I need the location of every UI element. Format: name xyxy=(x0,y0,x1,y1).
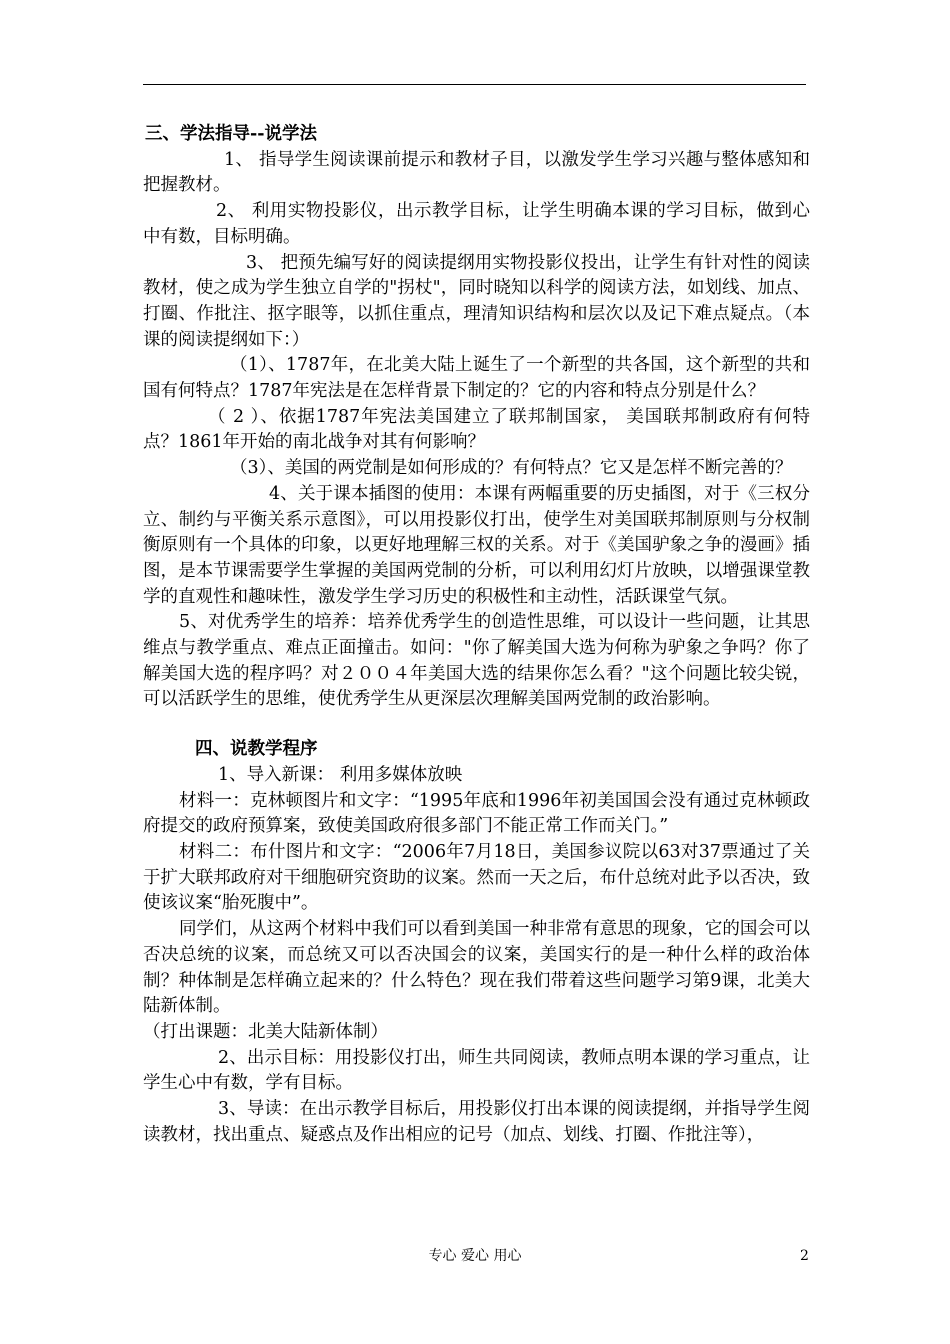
header-rule xyxy=(143,84,806,85)
paragraph: 3、导读：在出示教学目标后，用投影仪打出本课的阅读提纲，并指导学生阅读教材，找出重点、疑惑点及作出相应的记号（加点、划线、打圈、作批注等）， xyxy=(143,1099,810,1145)
paragraph: 材料二：布什图片和文字：“2006年7月18日，美国参议院以63对37票通过了关于扩大联邦政府对干细胞研究资助的议案。然而一天之后，布什总统对此予以否决，致使该议案“胎死腹中”。 xyxy=(143,841,810,914)
page-number: 2 xyxy=(800,1248,809,1264)
paragraph: 5、对优秀学生的培养：培养优秀学生的创造性思维，可以设计一些问题，让其思维点与教学重点、难点正面撞击。如问："你了解美国大选为何称为驴象之争吗？你了解美国大选的程序吗？对２００４年美国大选的结果你怎么看？"这个问题比较尖锐，可以活跃学生的思维，使优秀学生从更深层次理解美国两党制的政治影响。 xyxy=(143,612,810,710)
paragraph: 2、出示目标：用投影仪打出，师生共同阅读，教师点明本课的学习重点，让学生心中有数，学有目标。 xyxy=(143,1047,810,1094)
paragraph: 1、 指导学生阅读课前提示和教材子目，以激发学生学习兴趣与整体感知和把握教材。 xyxy=(143,149,810,196)
paragraph: 2、 利用实物投影仪，出示教学目标，让学生明确本课的学习目标，做到心中有数，目标明确。 xyxy=(143,201,810,247)
section-heading-study-method: 三、学法指导--说学法 xyxy=(145,124,318,144)
paragraph: （打出课题：北美大陆新体制） xyxy=(143,1021,388,1042)
paragraph: 4、关于课本插图的使用：本课有两幅重要的历史插图，对于《三权分立、制约与平衡关系示意图》，可以用投影仪打出，使学生对美国联邦制原则与分权制衡原则有一个具体的印象，以更好地理解三权的关系。对于《美国驴象之争的漫画》插图，是本节课需要学生掌握的美国两党制的分析，可以利用幻灯片放映，以增强课堂教学的直观性和趣味性，激发学生学习历史的积极性和主动性，活跃课堂气氛。 xyxy=(143,483,810,607)
paragraph: 1、导入新课： 利用多媒体放映 xyxy=(218,764,463,785)
document-body xyxy=(143,122,810,1148)
paragraph: 同学们，从这两个材料中我们可以看到美国一种非常有意思的现象，它的国会可以否决总统的议案，而总统又可以否决国会的议案，美国实行的是一种什么样的政治体制？种体制是怎样确立起来的？什么特色？现在我们带着这些问题学习第9课，北美大陆新体制。 xyxy=(143,919,810,1017)
paragraph: （ 2 ）、依据1787年宪法美国建立了联邦制国家， 美国联邦制政府有何特点？1861年开始的南北战争对其有何影响？ xyxy=(143,406,810,453)
footer-motto: 专心 爱心 用心 xyxy=(428,1248,522,1264)
paragraph: 材料一：克林顿图片和文字：“1995年底和1996年初美国国会没有通过克林顿政府提交的政府预算案，致使美国政府很多部门不能正常工作而关门。” xyxy=(143,790,810,837)
section-heading-teaching-procedure: 四、说教学程序 xyxy=(195,739,318,760)
paragraph: 3、 把预先编写好的阅读提纲用实物投影仪投出，让学生有针对性的阅读教材，使之成为学生独立自学的"拐杖"，同时晓知以科学的阅读方法，如划线、加点、打圈、作批注、抠字眼等，以抓住重点，理清知识结构和层次以及记下难点疑点。（本课的阅读提纲如下：） xyxy=(143,252,810,350)
paragraph: （3）、美国的两党制是如何形成的？有何特点？它又是怎样不断完善的？ xyxy=(230,458,793,479)
paragraph: （1）、1787年，在北美大陆上诞生了一个新型的共各国，这个新型的共和国有何特点？1787年宪法是在怎样背景下制定的？它的内容和特点分别是什么？ xyxy=(143,355,810,402)
